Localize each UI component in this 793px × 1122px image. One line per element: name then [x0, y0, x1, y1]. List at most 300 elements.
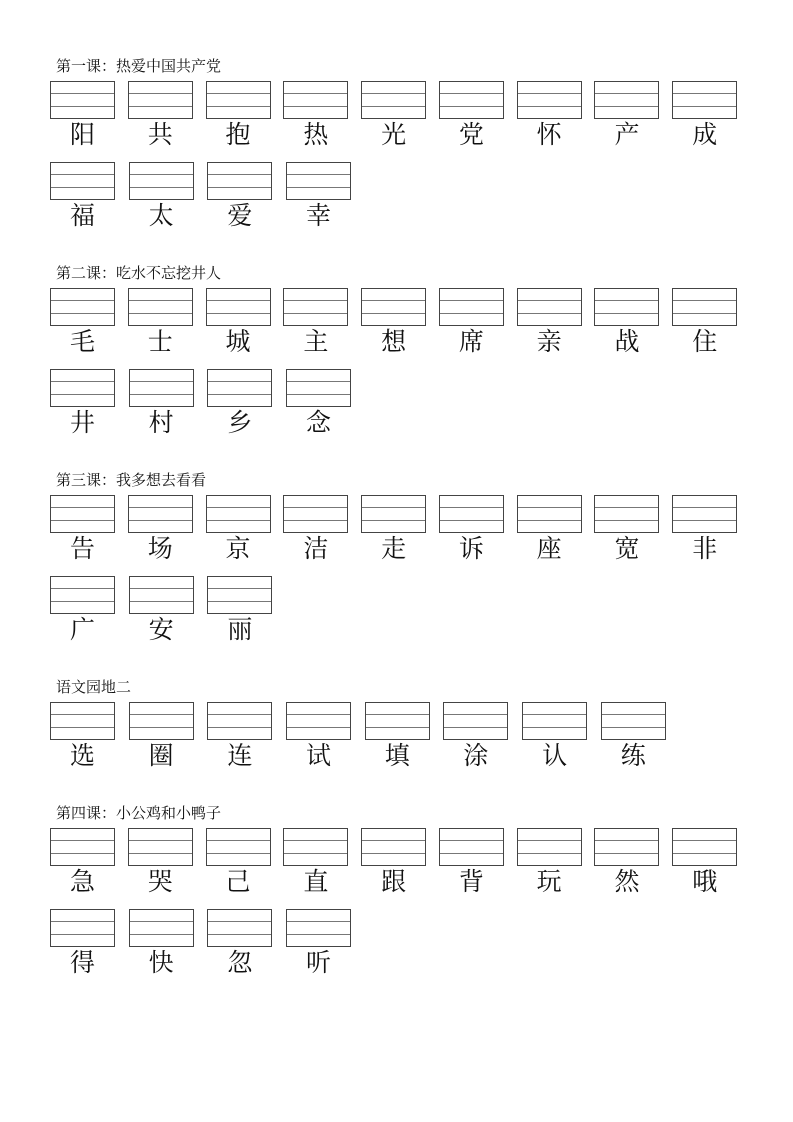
pinyin-guide-line	[130, 588, 193, 589]
pinyin-guide-line	[51, 381, 114, 382]
hanzi-character: 城	[225, 327, 251, 356]
hanzi-character: 抱	[225, 120, 251, 149]
pinyin-writing-box[interactable]	[439, 828, 504, 866]
hanzi-character: 丽	[227, 615, 253, 644]
character-cell	[129, 909, 194, 990]
pinyin-guide-line	[51, 840, 114, 841]
pinyin-guide-line	[51, 588, 114, 589]
character-cell	[128, 495, 192, 576]
pinyin-guide-line	[208, 921, 271, 922]
pinyin-writing-box[interactable]	[50, 909, 115, 947]
character-cell	[50, 576, 115, 657]
hanzi-character: 跟	[381, 867, 407, 896]
character-cell	[283, 288, 347, 369]
character-cell	[286, 909, 351, 990]
lesson-1	[50, 55, 750, 243]
hanzi-character: 急	[69, 867, 95, 896]
character-cell	[50, 495, 114, 576]
character-cell	[207, 909, 272, 990]
pinyin-writing-box[interactable]	[207, 369, 272, 407]
pinyin-guide-line	[207, 300, 270, 301]
pinyin-guide-line	[129, 313, 192, 314]
pinyin-guide-line	[362, 93, 425, 94]
hanzi-character: 安	[148, 615, 174, 644]
hanzi-character: 士	[147, 327, 173, 356]
character-row	[50, 909, 750, 990]
pinyin-guide-line	[207, 507, 270, 508]
pinyin-guide-line	[284, 853, 347, 854]
pinyin-guide-line	[673, 840, 736, 841]
pinyin-writing-box[interactable]	[50, 369, 115, 407]
character-cell	[361, 828, 425, 909]
pinyin-writing-box[interactable]	[361, 81, 426, 119]
pinyin-guide-line	[287, 187, 350, 188]
lesson-yuwen-yuandi-2	[50, 676, 750, 783]
pinyin-guide-line	[51, 174, 114, 175]
pinyin-guide-line	[130, 174, 193, 175]
pinyin-guide-line	[284, 300, 347, 301]
pinyin-guide-line	[287, 174, 350, 175]
pinyin-guide-line	[366, 714, 429, 715]
pinyin-writing-box[interactable]	[128, 828, 193, 866]
pinyin-guide-line	[208, 727, 271, 728]
pinyin-writing-box[interactable]	[128, 288, 193, 326]
character-cell	[594, 81, 658, 162]
pinyin-guide-line	[284, 520, 347, 521]
pinyin-guide-line	[287, 394, 350, 395]
character-cell	[594, 495, 658, 576]
pinyin-guide-line	[595, 300, 658, 301]
hanzi-character: 告	[69, 534, 95, 563]
pinyin-guide-line	[523, 714, 586, 715]
character-row	[50, 576, 750, 657]
character-cell	[206, 81, 270, 162]
pinyin-writing-box[interactable]	[207, 909, 272, 947]
character-cell	[207, 369, 272, 450]
hanzi-character: 福	[69, 201, 95, 230]
pinyin-guide-line	[518, 507, 581, 508]
hanzi-character: 填	[384, 741, 410, 770]
pinyin-guide-line	[51, 853, 114, 854]
character-cell	[283, 495, 347, 576]
pinyin-writing-box[interactable]	[128, 495, 193, 533]
pinyin-guide-line	[287, 934, 350, 935]
pinyin-writing-box[interactable]	[286, 162, 351, 200]
pinyin-guide-line	[284, 313, 347, 314]
character-grid	[50, 288, 750, 450]
pinyin-writing-box[interactable]	[129, 369, 194, 407]
pinyin-guide-line	[130, 601, 193, 602]
pinyin-guide-line	[444, 727, 507, 728]
character-cell	[129, 162, 194, 243]
pinyin-writing-box[interactable]	[672, 828, 737, 866]
character-cell	[206, 288, 270, 369]
pinyin-guide-line	[440, 520, 503, 521]
pinyin-guide-line	[362, 520, 425, 521]
character-cell	[361, 495, 425, 576]
pinyin-writing-box[interactable]	[50, 81, 115, 119]
hanzi-character: 想	[381, 327, 407, 356]
character-grid	[50, 828, 750, 990]
hanzi-character: 哦	[692, 867, 718, 896]
character-cell	[517, 828, 581, 909]
hanzi-character: 村	[148, 408, 174, 437]
pinyin-guide-line	[51, 313, 114, 314]
hanzi-character: 座	[536, 534, 562, 563]
hanzi-character: 快	[148, 948, 174, 977]
character-cell	[522, 702, 587, 783]
hanzi-character: 热	[303, 120, 329, 149]
pinyin-writing-box[interactable]	[129, 702, 194, 740]
pinyin-writing-box[interactable]	[361, 495, 426, 533]
pinyin-guide-line	[207, 313, 270, 314]
pinyin-writing-box[interactable]	[286, 909, 351, 947]
pinyin-writing-box[interactable]	[439, 81, 504, 119]
pinyin-guide-line	[51, 921, 114, 922]
pinyin-guide-line	[130, 921, 193, 922]
pinyin-guide-line	[518, 520, 581, 521]
hanzi-character: 练	[620, 741, 646, 770]
pinyin-guide-line	[362, 840, 425, 841]
pinyin-guide-line	[440, 853, 503, 854]
pinyin-guide-line	[207, 106, 270, 107]
pinyin-writing-box[interactable]	[594, 288, 659, 326]
pinyin-writing-box[interactable]	[50, 288, 115, 326]
character-cell	[286, 702, 351, 783]
pinyin-writing-box[interactable]	[672, 495, 737, 533]
pinyin-guide-line	[440, 840, 503, 841]
pinyin-guide-line	[129, 106, 192, 107]
pinyin-guide-line	[207, 840, 270, 841]
hanzi-character: 爱	[227, 201, 253, 230]
pinyin-guide-line	[129, 300, 192, 301]
pinyin-guide-line	[51, 507, 114, 508]
pinyin-guide-line	[51, 714, 114, 715]
pinyin-guide-line	[362, 313, 425, 314]
pinyin-guide-line	[284, 93, 347, 94]
hanzi-character: 洁	[303, 534, 329, 563]
character-cell	[672, 495, 736, 576]
pinyin-guide-line	[440, 106, 503, 107]
lesson-title: 第二课：吃水不忘挖井人	[56, 264, 222, 282]
pinyin-guide-line	[595, 106, 658, 107]
pinyin-writing-box[interactable]	[283, 81, 348, 119]
character-row	[50, 81, 750, 162]
pinyin-guide-line	[444, 714, 507, 715]
character-cell	[439, 495, 503, 576]
pinyin-guide-line	[595, 840, 658, 841]
pinyin-guide-line	[518, 93, 581, 94]
lesson-4	[50, 802, 750, 990]
pinyin-guide-line	[207, 853, 270, 854]
hanzi-character: 连	[227, 741, 253, 770]
hanzi-character: 井	[69, 408, 95, 437]
pinyin-writing-box[interactable]	[672, 288, 737, 326]
pinyin-guide-line	[51, 727, 114, 728]
hanzi-character: 得	[69, 948, 95, 977]
hanzi-character: 阳	[69, 120, 95, 149]
character-cell	[286, 162, 351, 243]
pinyin-guide-line	[129, 520, 192, 521]
pinyin-guide-line	[130, 394, 193, 395]
pinyin-guide-line	[362, 300, 425, 301]
hanzi-character: 选	[69, 741, 95, 770]
pinyin-writing-box[interactable]	[594, 495, 659, 533]
pinyin-guide-line	[51, 520, 114, 521]
character-row	[50, 495, 750, 576]
character-cell	[50, 81, 114, 162]
pinyin-guide-line	[287, 921, 350, 922]
pinyin-guide-line	[129, 93, 192, 94]
pinyin-writing-box[interactable]	[594, 828, 659, 866]
hanzi-character: 直	[303, 867, 329, 896]
pinyin-guide-line	[362, 853, 425, 854]
hanzi-character: 太	[148, 201, 174, 230]
character-cell	[361, 81, 425, 162]
hanzi-character: 哭	[147, 867, 173, 896]
character-cell	[672, 288, 736, 369]
pinyin-writing-box[interactable]	[283, 495, 348, 533]
pinyin-writing-box[interactable]	[283, 288, 348, 326]
character-row	[50, 162, 750, 243]
character-cell	[594, 288, 658, 369]
pinyin-guide-line	[440, 507, 503, 508]
character-cell	[439, 828, 503, 909]
pinyin-guide-line	[595, 520, 658, 521]
pinyin-writing-box[interactable]	[50, 702, 115, 740]
pinyin-writing-box[interactable]	[365, 702, 430, 740]
pinyin-guide-line	[595, 853, 658, 854]
hanzi-character: 席	[458, 327, 484, 356]
pinyin-writing-box[interactable]	[283, 828, 348, 866]
pinyin-guide-line	[51, 394, 114, 395]
hanzi-character: 玩	[536, 867, 562, 896]
pinyin-guide-line	[130, 381, 193, 382]
pinyin-writing-box[interactable]	[361, 828, 426, 866]
hanzi-character: 念	[306, 408, 332, 437]
pinyin-writing-box[interactable]	[517, 288, 582, 326]
pinyin-guide-line	[518, 313, 581, 314]
pinyin-guide-line	[518, 853, 581, 854]
pinyin-guide-line	[130, 727, 193, 728]
pinyin-guide-line	[51, 106, 114, 107]
hanzi-character: 忽	[227, 948, 253, 977]
pinyin-writing-box[interactable]	[439, 288, 504, 326]
character-cell	[594, 828, 658, 909]
pinyin-guide-line	[673, 520, 736, 521]
pinyin-guide-line	[440, 93, 503, 94]
character-cell	[517, 495, 581, 576]
character-cell	[50, 288, 114, 369]
pinyin-writing-box[interactable]	[206, 495, 271, 533]
pinyin-writing-box[interactable]	[439, 495, 504, 533]
hanzi-character: 战	[614, 327, 640, 356]
character-cell	[672, 81, 736, 162]
character-row	[50, 369, 750, 450]
pinyin-writing-box[interactable]	[50, 495, 115, 533]
pinyin-guide-line	[595, 507, 658, 508]
character-cell	[50, 909, 115, 990]
pinyin-guide-line	[595, 313, 658, 314]
character-cell	[129, 576, 194, 657]
pinyin-guide-line	[673, 313, 736, 314]
hanzi-character: 背	[458, 867, 484, 896]
pinyin-writing-box[interactable]	[517, 81, 582, 119]
pinyin-writing-box[interactable]	[207, 162, 272, 200]
character-cell	[361, 288, 425, 369]
pinyin-guide-line	[673, 507, 736, 508]
pinyin-guide-line	[287, 727, 350, 728]
pinyin-writing-box[interactable]	[129, 909, 194, 947]
pinyin-writing-box[interactable]	[594, 81, 659, 119]
pinyin-guide-line	[284, 507, 347, 508]
hanzi-character: 产	[614, 120, 640, 149]
character-row	[50, 828, 750, 909]
hanzi-character: 广	[69, 615, 95, 644]
character-cell	[283, 828, 347, 909]
pinyin-guide-line	[518, 300, 581, 301]
pinyin-guide-line	[523, 727, 586, 728]
character-cell	[50, 702, 115, 783]
character-grid	[50, 81, 750, 243]
pinyin-writing-box[interactable]	[517, 495, 582, 533]
hanzi-character: 共	[147, 120, 173, 149]
lesson-title: 第四课：小公鸡和小鸭子	[56, 804, 222, 822]
lesson-2	[50, 262, 750, 450]
pinyin-guide-line	[130, 934, 193, 935]
hanzi-character: 光	[381, 120, 407, 149]
pinyin-writing-box[interactable]	[50, 828, 115, 866]
character-cell	[207, 162, 272, 243]
hanzi-character: 宽	[614, 534, 640, 563]
pinyin-guide-line	[208, 174, 271, 175]
pinyin-writing-box[interactable]	[601, 702, 666, 740]
pinyin-guide-line	[129, 853, 192, 854]
character-cell	[128, 828, 192, 909]
pinyin-writing-box[interactable]	[206, 81, 271, 119]
pinyin-guide-line	[208, 601, 271, 602]
pinyin-writing-box[interactable]	[206, 828, 271, 866]
hanzi-character: 成	[692, 120, 718, 149]
pinyin-writing-box[interactable]	[128, 81, 193, 119]
pinyin-guide-line	[130, 187, 193, 188]
character-cell	[206, 828, 270, 909]
character-cell	[128, 288, 192, 369]
pinyin-guide-line	[673, 106, 736, 107]
hanzi-character: 听	[306, 948, 332, 977]
character-cell	[365, 702, 430, 783]
pinyin-writing-box[interactable]	[672, 81, 737, 119]
pinyin-writing-box[interactable]	[361, 288, 426, 326]
pinyin-guide-line	[287, 714, 350, 715]
character-cell	[50, 369, 115, 450]
pinyin-guide-line	[602, 714, 665, 715]
pinyin-guide-line	[518, 106, 581, 107]
pinyin-writing-box[interactable]	[443, 702, 508, 740]
hanzi-character: 亲	[536, 327, 562, 356]
hanzi-character: 圈	[148, 741, 174, 770]
character-cell	[439, 288, 503, 369]
pinyin-guide-line	[287, 381, 350, 382]
pinyin-writing-box[interactable]	[129, 576, 194, 614]
hanzi-character: 怀	[536, 120, 562, 149]
hanzi-character: 幸	[306, 201, 332, 230]
pinyin-guide-line	[51, 93, 114, 94]
pinyin-guide-line	[51, 300, 114, 301]
hanzi-character: 认	[542, 741, 568, 770]
pinyin-writing-box[interactable]	[206, 288, 271, 326]
hanzi-character: 党	[458, 120, 484, 149]
pinyin-writing-box[interactable]	[207, 702, 272, 740]
lesson-title: 第一课：热爱中国共产党	[56, 57, 222, 75]
pinyin-writing-box[interactable]	[50, 576, 115, 614]
character-cell	[517, 288, 581, 369]
pinyin-guide-line	[208, 934, 271, 935]
hanzi-character: 主	[303, 327, 329, 356]
hanzi-character: 涂	[463, 741, 489, 770]
pinyin-writing-box[interactable]	[207, 576, 272, 614]
pinyin-guide-line	[366, 727, 429, 728]
pinyin-guide-line	[207, 93, 270, 94]
pinyin-guide-line	[518, 840, 581, 841]
pinyin-guide-line	[440, 300, 503, 301]
pinyin-guide-line	[51, 187, 114, 188]
character-cell	[207, 702, 272, 783]
pinyin-writing-box[interactable]	[129, 162, 194, 200]
pinyin-guide-line	[602, 727, 665, 728]
character-cell	[50, 162, 115, 243]
character-cell	[283, 81, 347, 162]
pinyin-guide-line	[208, 381, 271, 382]
pinyin-guide-line	[51, 601, 114, 602]
character-row	[50, 702, 750, 783]
character-cell	[206, 495, 270, 576]
hanzi-character: 己	[225, 867, 251, 896]
character-cell	[207, 576, 272, 657]
pinyin-guide-line	[284, 840, 347, 841]
pinyin-guide-line	[208, 588, 271, 589]
pinyin-writing-box[interactable]	[50, 162, 115, 200]
pinyin-guide-line	[362, 106, 425, 107]
character-cell	[443, 702, 508, 783]
lesson-title: 第三课：我多想去看看	[56, 471, 207, 489]
pinyin-guide-line	[208, 714, 271, 715]
character-row	[50, 288, 750, 369]
pinyin-writing-box[interactable]	[286, 369, 351, 407]
pinyin-guide-line	[673, 853, 736, 854]
hanzi-character: 毛	[69, 327, 95, 356]
hanzi-character: 场	[147, 534, 173, 563]
pinyin-guide-line	[207, 520, 270, 521]
pinyin-guide-line	[673, 300, 736, 301]
pinyin-writing-box[interactable]	[522, 702, 587, 740]
character-grid	[50, 495, 750, 657]
hanzi-character: 乡	[227, 408, 253, 437]
pinyin-guide-line	[51, 934, 114, 935]
pinyin-guide-line	[130, 714, 193, 715]
pinyin-guide-line	[129, 507, 192, 508]
pinyin-writing-box[interactable]	[286, 702, 351, 740]
hanzi-character: 诉	[458, 534, 484, 563]
hanzi-character: 然	[614, 867, 640, 896]
hanzi-character: 京	[225, 534, 251, 563]
character-cell	[129, 369, 194, 450]
pinyin-guide-line	[595, 93, 658, 94]
lesson-3	[50, 469, 750, 657]
character-cell	[517, 81, 581, 162]
pinyin-writing-box[interactable]	[517, 828, 582, 866]
pinyin-guide-line	[362, 507, 425, 508]
